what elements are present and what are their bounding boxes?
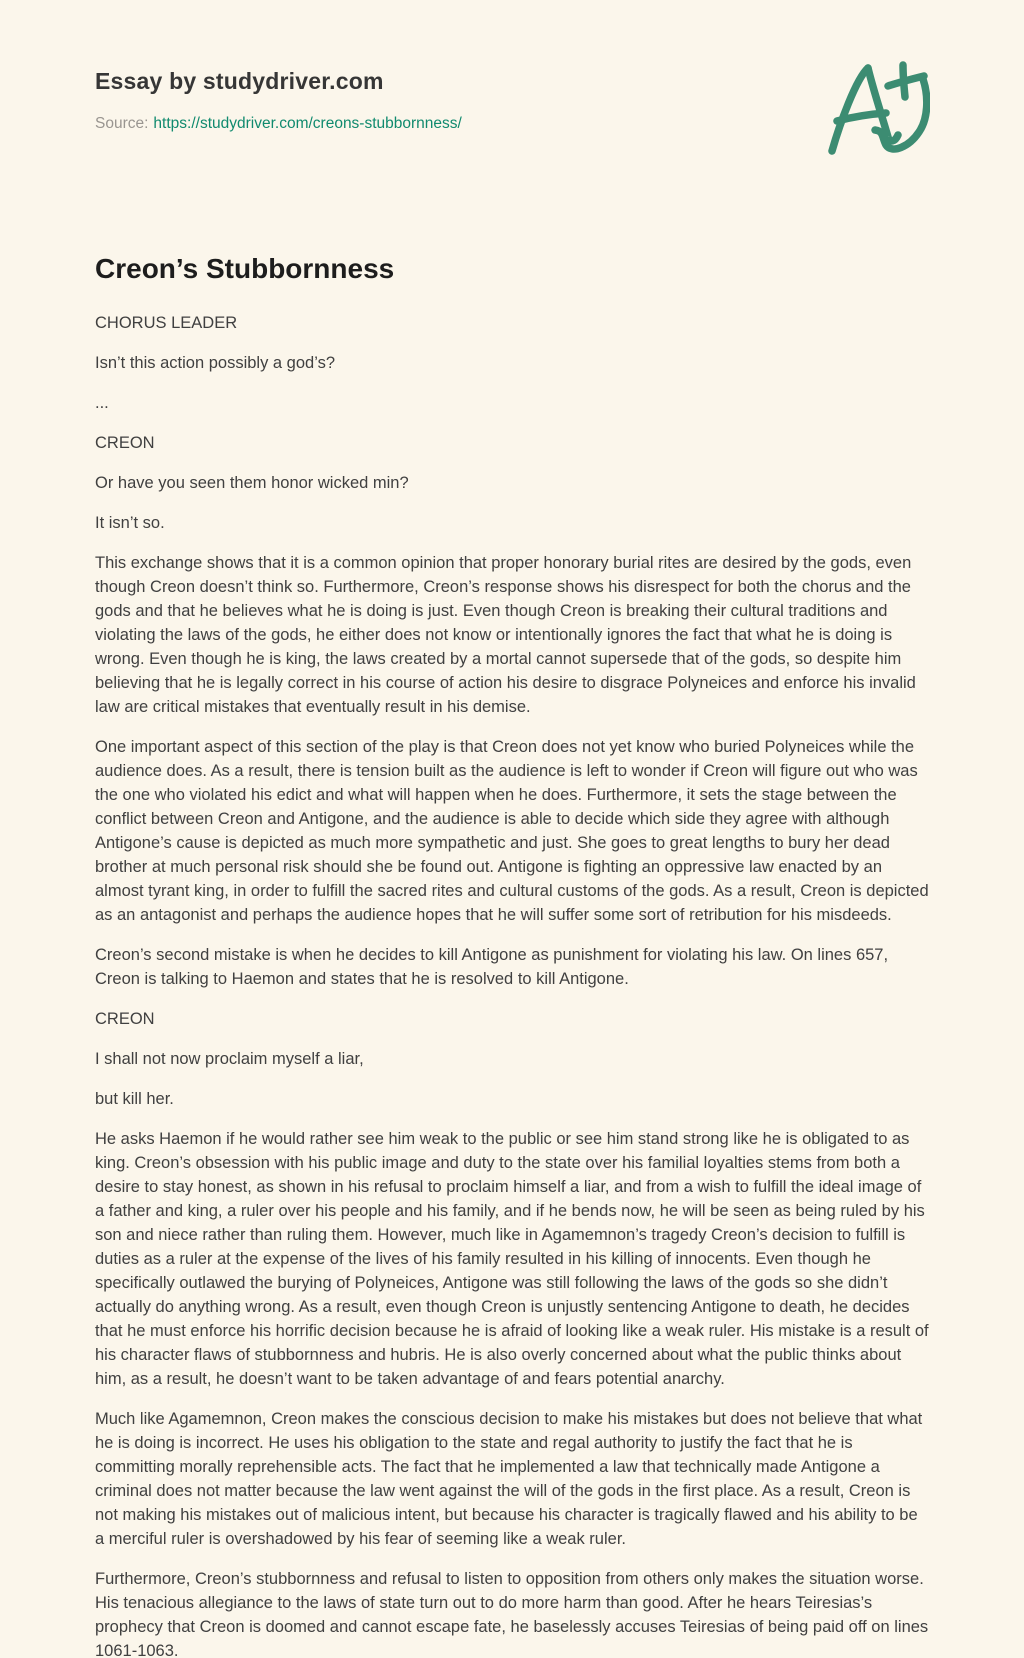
dialogue-speaker: CREON	[95, 1010, 155, 1028]
essay-paragraph: He asks Haemon if he would rather see him weak to the public or see him stand strong like he is obligated to as king. Creon’s obsession with his public image and duty to the state over his familial loyalties stems from both a desire to stay honest, as shown in his refusal to proclaim himself a liar, and from a wish to fulfill the ideal image of a father and king, a ruler over his people and his family, and if he bends now, he will be seen as being ruled by his son and niece rather than ruling them. However, much like in Agamemnon’s tragedy Creon’s decision to fulfill is duties as a ruler at the expense of the lives of his family resulted in his killing of innocents. Even though he specifically outlawed the burying of Polyneices, Antigone was still following the laws of the gods so she didn’t actually do anything wrong. As a result, even though Creon is unjustly sentencing Antigone to death, he decides that he must enforce his horrific decision because he is afraid of looking like a weak ruler. His mistake is a result of his character flaws of stubbornness and hubris. He is also overly concerned about what the public thinks about him, as a result, he doesn’t want to be taken advantage of and fears potential anarchy.	[95, 1130, 929, 1388]
dialogue-speaker: CHORUS LEADER	[95, 314, 238, 332]
dialogue-line: I shall not now proclaim myself a liar,	[95, 1050, 364, 1068]
studydriver-logo	[828, 60, 930, 160]
source-label: Source:	[95, 115, 149, 132]
dialogue-line: Isn’t this action possibly a god’s?	[95, 354, 335, 372]
header-title: Essay by studydriver.com	[95, 68, 384, 94]
dialogue-line: It isn’t so.	[95, 514, 165, 532]
essay-paragraph: One important aspect of this section of the play is that Creon does not yet know who buried Polyneices while the audience does. As a result, there is tension built as the audience is left to wonder if Creon will figure out who was the one who violated his edict and what will happen when he does. Furthermore, it sets the stage between the conflict between Creon and Antigone, and the audience is able to decide which side they agree with although Antigone’s cause is depicted as much more sympathetic and just. She goes to great lengths to bury her dead brother at much personal risk should she be found out. Antigone is fighting an oppressive law enacted by an almost tyrant king, in order to fulfill the sacred rites and cultural customs of the gods. As a result, Creon is depicted as an antagonist and perhaps the audience hopes that he will suffer some sort of retribution for his misdeeds.	[95, 738, 929, 924]
source-link[interactable]: https://studydriver.com/creons-stubbornness/	[153, 115, 462, 132]
a-plus-logo-icon	[828, 60, 930, 160]
dialogue-line: Or have you seen them honor wicked min?	[95, 474, 409, 492]
dialogue-line: but kill her.	[95, 1090, 174, 1108]
source-line	[95, 114, 930, 134]
essay-paragraph: Creon’s second mistake is when he decides to kill Antigone as punishment for violating his law. On lines 657, Creon is talking to Haemon and states that he is resolved to kill Antigone.	[95, 946, 889, 988]
essay-paragraph: This exchange shows that it is a common opinion that proper honorary burial rites are desired by the gods, even though Creon doesn’t think so. Furthermore, Creon’s response shows his disrespect for both the chorus and the gods and that he believes what he is doing is just. Even though Creon is breaking their cultural traditions and violating the laws of the gods, he either does not know or intentionally ignores the fact that what he is doing is wrong. Even though he is king, the laws created by a mortal cannot supersede that of the gods, so despite him believing that he is legally correct in his course of action his desire to disgrace Polyneices and enforce his invalid law are critical mistakes that eventually result in his demise.	[95, 554, 916, 716]
essay-title: Creon’s Stubbornness	[95, 253, 395, 284]
essay-paragraph: Much like Agamemnon, Creon makes the conscious decision to make his mistakes but does not believe that what he is doing is incorrect. He uses his obligation to the state and regal authority to justify the fact that he is committing morally reprehensible acts. The fact that he implemented a law that technically made Antigone a criminal does not matter because the law went against the will of the gods in the first place. As a result, Creon is not making his mistakes out of malicious intent, but because his character is tragically flawed and his ability to be a merciful ruler is overshadowed by his fear of seeming like a weak ruler.	[95, 1410, 923, 1548]
dialogue-speaker: CREON	[95, 434, 155, 452]
document-header	[95, 66, 930, 134]
ellipsis-line: ...	[95, 394, 109, 412]
essay-paragraph: Furthermore, Creon’s stubbornness and refusal to listen to opposition from others only makes the situation worse. His tenacious allegiance to the laws of state turn out to do more harm than good. After he hears Teiresias’s prophecy that Creon is doomed and cannot escape fate, he baselessly accuses Teiresias of being paid off on lines 1061-1063.	[95, 1570, 929, 1658]
essay-content	[95, 252, 930, 1658]
